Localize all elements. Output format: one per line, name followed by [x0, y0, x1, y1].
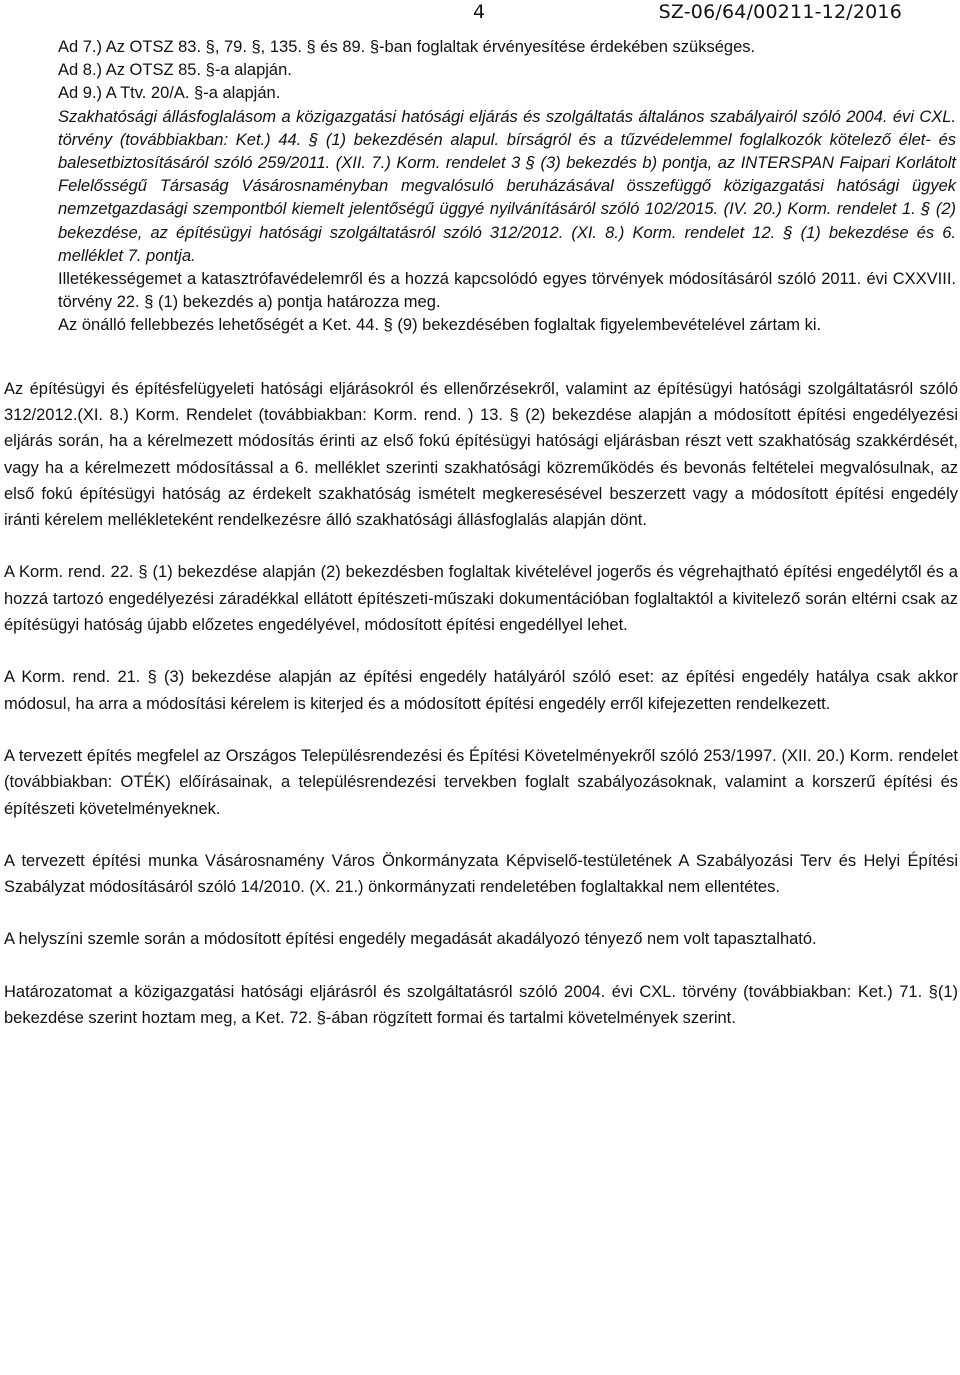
- reasoning-block: [4, 376, 958, 1032]
- ad-7-line: Ad 7.) Az OTSZ 83. §, 79. §, 135. § és 89. §-ban foglaltak érvényesítése érdekében szükséges.: [58, 38, 756, 56]
- paragraph-korm-rend-21: A Korm. rend. 21. § (3) bekezdése alapján az építési engedély hatályáról szóló eset: az építési engedély hatálya csak akkor módosul, ha arra a módosítási kérelem is kiterjed és a módosított építési engedély erről kifejezetten rendelkezett.: [4, 668, 958, 713]
- ad-9-line: Ad 9.) A Ttv. 20/A. §-a alapján.: [58, 84, 281, 103]
- paragraph-site-inspection: A helyszíni szemle során a módosított építési engedély megadását akadályozó tényező nem volt tapasztalható.: [4, 930, 817, 949]
- appeal-paragraph: Az önálló fellebbezés lehetőségét a Ket. 44. § (9) bekezdésében foglaltak figyelembevételével zártam ki.: [58, 316, 822, 335]
- document-reference: SZ-06/64/00211-12/2016: [658, 1, 902, 23]
- justification-block: [58, 36, 956, 338]
- legal-basis-paragraph: Szakhatósági állásfoglalásom a közigazgatási hatósági eljárás és szolgáltatás általános szabályairól szóló 2004. évi CXL. törvény (továbbiakban: Ket.) 44. § (1) bekezdésén alapul. bírságról és a tűzvédelemmel foglalkozók kötelező élet- és balesetbiztosításáról szóló 259/2011. (XII. 7.) Korm. rendelet 3 § (3) bekezdés b) pontja, az INTERSPAN Faipari Korlátolt Felelősségű Társaság Vásárosnaményban megvalósuló beruházásával összefüggő közigazgatási hatósági ügyek nemzetgazdasági szempontból kiemelt jelentőségű üggyé nyilvánításáról szóló 102/2015. (IV. 20.) Korm. rendelet 1. § (2) bekezdése, az építésügyi hatósági szolgáltatásról szóló 312/2012. (XI. 8.) Korm. rendelet 12. § (1) bekezdése és 6. melléklet 7. pontja.: [58, 107, 956, 265]
- paragraph-korm-rend-22: A Korm. rend. 22. § (1) bekezdése alapján (2) bekezdésben foglaltak kivételével jogerős és végrehajtható építési engedélytől és a hozzá tartozó engedélyezési záradékkal ellátott építészeti-műszaki dokumentációban foglaltaktól a kivitelező során eltérni csak az építésügyi hatóság újabb előzetes engedélyével, módosított építési engedéllyel lehet.: [4, 563, 958, 635]
- page-number: 4: [473, 1, 486, 23]
- ad-8-line: Ad 8.) Az OTSZ 85. §-a alapján.: [58, 61, 292, 80]
- paragraph-decision-basis: Határozatomat a közigazgatási hatósági eljárásról és szolgáltatásról szóló 2004. évi CXL. törvény (továbbiakban: Ket.) 71. §(1) bekezdése szerint hoztam meg, a Ket. 72. §-ában rögzített formai és tartalmi követelmények szerint.: [4, 982, 958, 1027]
- paragraph-local-regulation: A tervezett építési munka Vásárosnamény Város Önkormányzata Képviselő-testületének A Szabályozási Terv és Helyi Építési Szabályzat módosításáról szóló 14/2010. (X. 21.) önkormányzati rendeletében foglaltakkal nem ellentétes.: [4, 851, 958, 897]
- paragraph-otek: A tervezett építés megfelel az Országos Településrendezési és Építési Követelményekről szóló 253/1997. (XII. 20.) Korm. rendelet (továbbiakban: OTÉK) előírásainak, a településrendezési tervekben foglalt szabályozásoknak, valamint a korszerű építési és építészeti követelményeknek.: [4, 746, 958, 818]
- paragraph-korm-rend-13: Az építésügyi és építésfelügyeleti hatósági eljárásokról és ellenőrzésekről, valamint az építésügyi hatósági szolgáltatásról szóló 312/2012.(XI. 8.) Korm. Rendelet (továbbiakban: Korm. rend. ) 13. § (2) bekezdése alapján a módosított építési engedélyezési eljárás során, ha a kérelmezett módosítás érinti az első fokú építésügyi hatósági eljárásban részt vett szakhatóság szakkérdését, vagy ha a kérelmezett módosítással a 6. melléklet szerinti szakhatósági közreműködés és bevonás feltételei megvalósulnak, az első fokú építésügyi hatóság az érdekelt szakhatóság ismételt megkeresésével beszerzett vagy a módosított építési engedély iránti kérelem mellékleteként rendelkezésre álló szakhatósági állásfoglalás alapján dönt.: [4, 379, 958, 530]
- page-header: [0, 0, 960, 32]
- competence-paragraph: Illetékességemet a katasztrófavédelemről és a hozzá kapcsolódó egyes törvények módosításáról szóló 2011. évi CXXVIII. törvény 22. § (1) bekezdés a) pontja határozza meg.: [58, 270, 956, 312]
- document-body: [4, 36, 958, 1057]
